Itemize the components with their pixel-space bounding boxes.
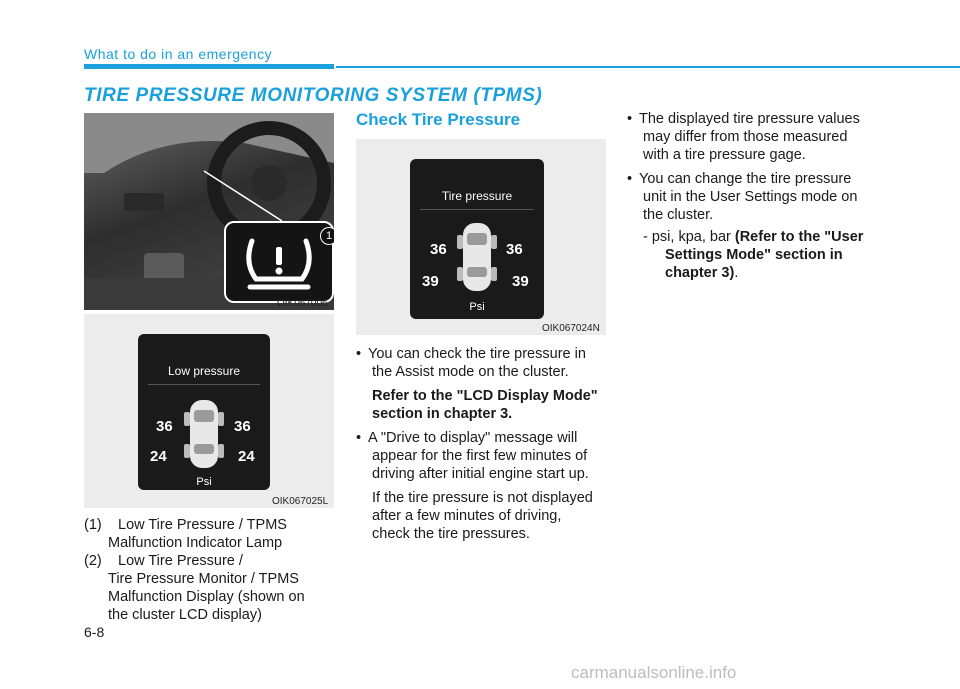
front-right-pressure: 36 [234,418,251,435]
header-rule-thin [336,66,960,68]
rear-right-pressure: 39 [512,273,529,290]
watermark: carmanualsonline.info [571,663,737,682]
middle-text [356,345,606,543]
lcd-header: Low pressure [167,364,241,378]
callout-number-badge: 1 [320,227,334,245]
page-title: TIRE PRESSURE MONITORING SYSTEM (TPMS) [84,85,543,106]
dashboard-photo [84,113,334,310]
low-pressure-panel [84,314,334,508]
header-rule-thick [84,64,334,69]
tire-pressure-panel [356,139,606,335]
front-right-pressure: 36 [506,241,523,258]
display-caption: OIK067024N [542,323,600,334]
tpms-warning-callout [224,221,334,303]
bullet-item: • You can change the tire pressure unit in the User Settings mode on the cluster. [627,171,858,223]
tpms-warning-icon [226,223,332,301]
car-top-view-icon [182,396,226,472]
bullet-item: • A "Drive to display" message will appear for the first few minutes of driving after initial engine start up. If the tire pressure is not displayed after a few minutes of driving, check the tire pressures. [356,430,593,542]
section-label: What to do in an emergency [84,46,273,62]
right-text [627,110,882,282]
tire-pressure-lcd [410,159,544,319]
display-caption: OIK067025L [272,496,329,507]
list-item: (1) Low Tire Pressure / TPMS Malfunction Indicator Lamp [84,517,287,551]
rear-right-pressure: 24 [238,448,255,465]
list-item: (2) Low Tire Pressure / Tire Pressure Monitor / TPMS Malfunction Display (shown on the cluster LCD display) [84,553,305,623]
low-pressure-lcd [138,334,270,490]
pressure-unit: Psi [196,476,212,488]
lcd-divider [420,209,534,210]
front-left-pressure: 36 [430,241,447,258]
indicator-list [84,516,344,624]
photo-caption: OIK067006 [277,298,328,309]
unit-options: - psi, kpa, bar (Refer to the "User Settings Mode" section in chapter 3). [643,229,864,281]
lcd-divider [148,384,260,385]
pressure-unit: Psi [469,301,485,313]
bullet-item: • The displayed tire pressure values may differ from those measured with a tire pressure gage. [627,111,860,163]
car-top-view-icon [455,219,499,295]
section-heading: Check Tire Pressure [356,110,521,129]
page-number: 6-8 [84,624,105,640]
rear-left-pressure: 24 [150,448,167,465]
lcd-header: Tire pressure [441,189,513,203]
bullet-item: • You can check the tire pressure in the Assist mode on the cluster. Refer to the "LCD Display Mode" section in chapter 3. [356,346,598,422]
rear-left-pressure: 39 [422,273,439,290]
front-left-pressure: 36 [156,418,173,435]
